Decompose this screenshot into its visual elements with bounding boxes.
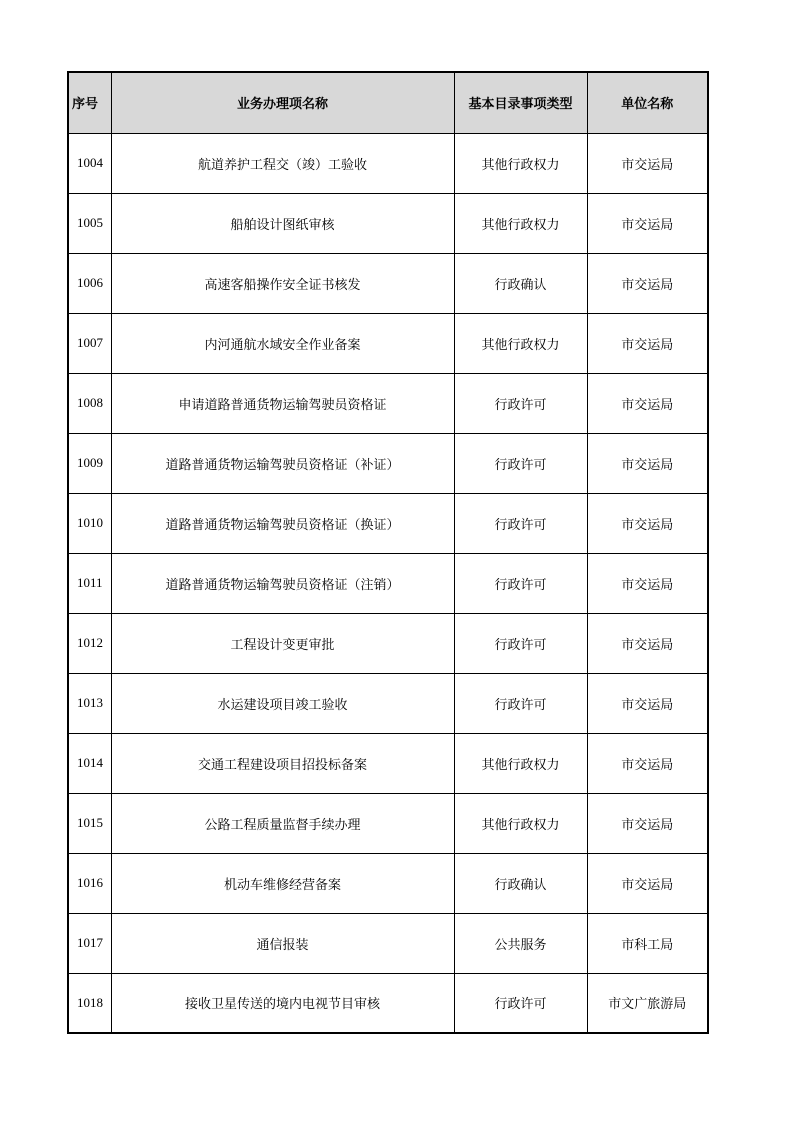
cell-unit-name: 市交运局 (587, 853, 708, 913)
table-header (68, 72, 708, 133)
cell-item-name: 申请道路普通货物运输驾驶员资格证 (111, 373, 454, 433)
table-row (68, 493, 708, 553)
table-row (68, 673, 708, 733)
cell-item-name: 内河通航水域安全作业备案 (111, 313, 454, 373)
cell-unit-name: 市交运局 (587, 673, 708, 733)
table-row (68, 553, 708, 613)
cell-seq: 1006 (68, 253, 111, 313)
cell-item-type: 行政确认 (454, 853, 587, 913)
table-row (68, 433, 708, 493)
cell-item-name: 航道养护工程交（竣）工验收 (111, 133, 454, 193)
cell-item-name: 道路普通货物运输驾驶员资格证（换证） (111, 493, 454, 553)
cell-item-name: 道路普通货物运输驾驶员资格证（注销） (111, 553, 454, 613)
cell-unit-name: 市文广旅游局 (587, 973, 708, 1033)
cell-item-name: 接收卫星传送的境内电视节目审核 (111, 973, 454, 1033)
header-type: 基本目录事项类型 (454, 72, 587, 133)
cell-item-type: 行政许可 (454, 673, 587, 733)
cell-item-name: 通信报装 (111, 913, 454, 973)
cell-item-type: 行政许可 (454, 553, 587, 613)
header-unit: 单位名称 (587, 72, 708, 133)
cell-item-type: 行政许可 (454, 973, 587, 1033)
cell-item-type: 行政许可 (454, 433, 587, 493)
cell-seq: 1014 (68, 733, 111, 793)
cell-item-name: 高速客船操作安全证书核发 (111, 253, 454, 313)
cell-item-name: 交通工程建设项目招投标备案 (111, 733, 454, 793)
cell-seq: 1007 (68, 313, 111, 373)
cell-seq: 1011 (68, 553, 111, 613)
cell-seq: 1013 (68, 673, 111, 733)
cell-seq: 1016 (68, 853, 111, 913)
table-row (68, 793, 708, 853)
cell-item-type: 公共服务 (454, 913, 587, 973)
cell-unit-name: 市交运局 (587, 793, 708, 853)
header-seq: 序号 (68, 72, 111, 133)
table-row (68, 613, 708, 673)
cell-item-name: 船舶设计图纸审核 (111, 193, 454, 253)
cell-unit-name: 市科工局 (587, 913, 708, 973)
cell-unit-name: 市交运局 (587, 613, 708, 673)
cell-seq: 1009 (68, 433, 111, 493)
table-body (68, 133, 708, 1033)
table-row (68, 193, 708, 253)
cell-seq: 1005 (68, 193, 111, 253)
table-row (68, 373, 708, 433)
cell-seq: 1012 (68, 613, 111, 673)
table-row (68, 853, 708, 913)
cell-item-type: 其他行政权力 (454, 733, 587, 793)
cell-unit-name: 市交运局 (587, 313, 708, 373)
cell-item-type: 其他行政权力 (454, 133, 587, 193)
cell-unit-name: 市交运局 (587, 733, 708, 793)
cell-seq: 1010 (68, 493, 111, 553)
cell-item-name: 机动车维修经营备案 (111, 853, 454, 913)
cell-seq: 1018 (68, 973, 111, 1033)
table-row (68, 133, 708, 193)
items-table (67, 71, 709, 1034)
cell-seq: 1017 (68, 913, 111, 973)
table-row (68, 973, 708, 1033)
table-row (68, 253, 708, 313)
cell-unit-name: 市交运局 (587, 133, 708, 193)
cell-unit-name: 市交运局 (587, 373, 708, 433)
cell-item-type: 其他行政权力 (454, 193, 587, 253)
table-row (68, 733, 708, 793)
cell-seq: 1008 (68, 373, 111, 433)
cell-item-name: 道路普通货物运输驾驶员资格证（补证） (111, 433, 454, 493)
header-row (68, 72, 708, 133)
cell-item-type: 行政许可 (454, 613, 587, 673)
cell-item-type: 行政确认 (454, 253, 587, 313)
cell-item-name: 工程设计变更审批 (111, 613, 454, 673)
cell-item-type: 行政许可 (454, 373, 587, 433)
cell-unit-name: 市交运局 (587, 553, 708, 613)
cell-item-name: 水运建设项目竣工验收 (111, 673, 454, 733)
table-row (68, 913, 708, 973)
cell-item-type: 其他行政权力 (454, 793, 587, 853)
cell-unit-name: 市交运局 (587, 493, 708, 553)
table-row (68, 313, 708, 373)
cell-unit-name: 市交运局 (587, 253, 708, 313)
cell-seq: 1004 (68, 133, 111, 193)
cell-item-name: 公路工程质量监督手续办理 (111, 793, 454, 853)
cell-seq: 1015 (68, 793, 111, 853)
cell-item-type: 其他行政权力 (454, 313, 587, 373)
cell-unit-name: 市交运局 (587, 193, 708, 253)
cell-unit-name: 市交运局 (587, 433, 708, 493)
header-name: 业务办理项名称 (111, 72, 454, 133)
cell-item-type: 行政许可 (454, 493, 587, 553)
